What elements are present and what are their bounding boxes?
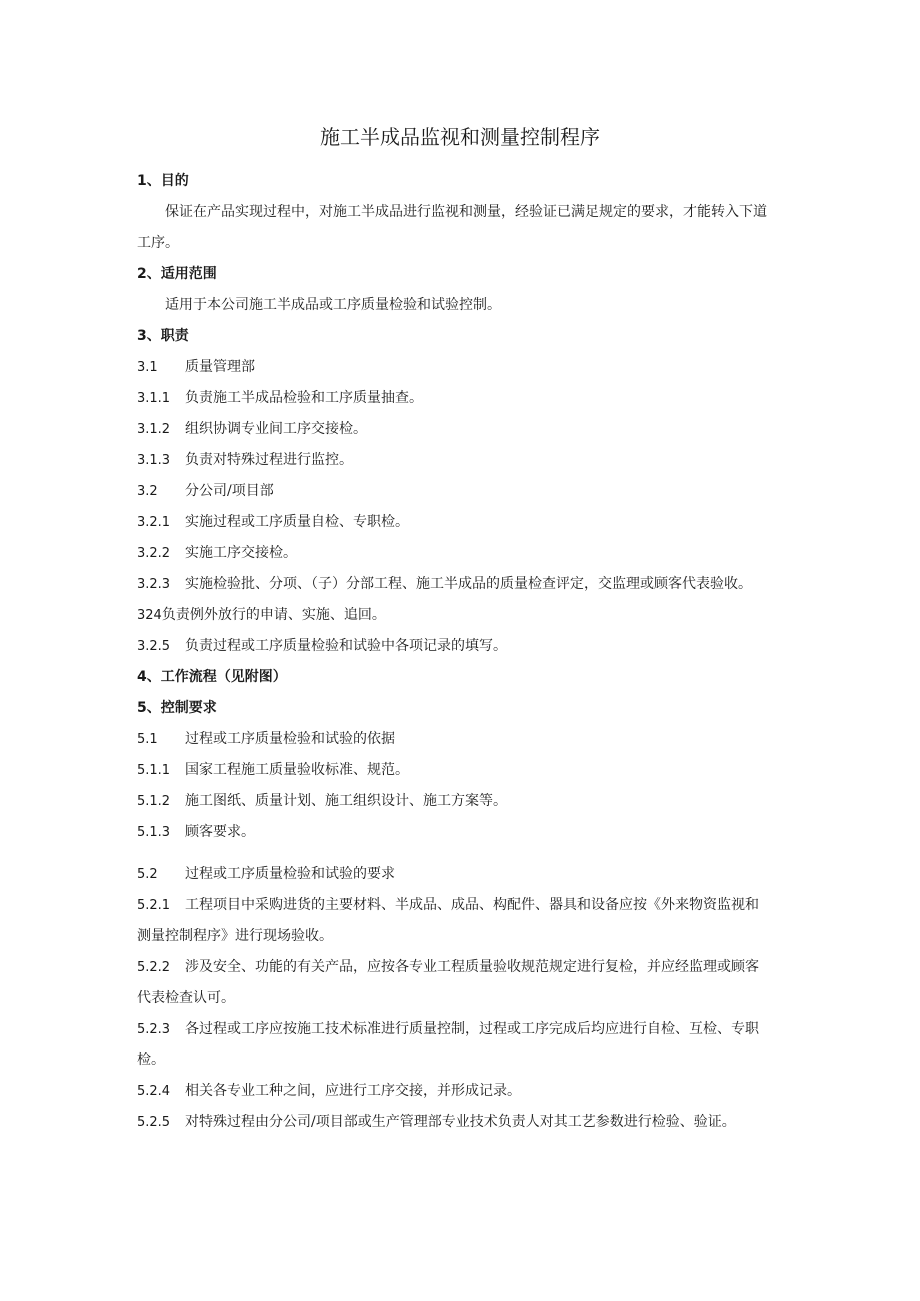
list-item [137, 418, 837, 441]
list-item [137, 894, 837, 917]
item-number: 5.1.2 [137, 794, 171, 809]
item-number: 5.1.1 [137, 763, 171, 778]
item-text: 分公司/项目部 [185, 483, 274, 499]
section-3-heading: 3、职责 [137, 328, 189, 344]
item-text-line-2: 代表检查认可。 [137, 990, 235, 1006]
item-text: 过程或工序质量检验和试验的依据 [185, 731, 395, 747]
item-text: 顾客要求。 [185, 824, 255, 840]
item-number: 324 [137, 608, 162, 623]
item-number: 3.1 [137, 360, 158, 375]
item-number: 5.2.5 [137, 1115, 171, 1130]
item-text: 组织协调专业间工序交接检。 [185, 421, 367, 437]
item-text: 负责对特殊过程进行监控。 [185, 452, 353, 468]
item-text-line-1: 涉及安全、功能的有关产品，应按各专业工程质量验收规范规定进行复检，并应经监理或顾客 [185, 959, 759, 975]
item-number: 5.2.3 [137, 1022, 171, 1037]
list-item [137, 728, 837, 751]
item-text-line-2: 检。 [137, 1052, 165, 1068]
section-2-paragraph: 适用于本公司施工半成品或工序质量检验和试验控制。 [165, 297, 501, 313]
list-item [137, 863, 837, 886]
item-number: 5.2.1 [137, 898, 171, 913]
item-text: 负责过程或工序质量检验和试验中各项记录的填写。 [185, 638, 507, 654]
item-number: 3.2.1 [137, 515, 171, 530]
item-number: 3.1.3 [137, 453, 171, 468]
section-5-heading: 5、控制要求 [137, 700, 217, 716]
list-item [137, 635, 837, 658]
item-number: 5.2.2 [137, 960, 171, 975]
item-number: 3.1.2 [137, 422, 171, 437]
item-text-line-2: 测量控制程序》进行现场验收。 [137, 928, 333, 944]
item-text-line-1: 各过程或工序应按施工技术标准进行质量控制，过程或工序完成后均应进行自检、互检、专职 [185, 1021, 759, 1037]
list-item [137, 1080, 837, 1103]
section-4-heading: 4、工作流程（见附图） [137, 669, 287, 685]
list-item [137, 542, 837, 565]
item-number: 5.2 [137, 867, 158, 882]
list-item [137, 604, 837, 627]
list-item [137, 480, 837, 503]
item-number: 3.2.3 [137, 577, 171, 592]
list-item [137, 790, 837, 813]
list-item [137, 1111, 837, 1134]
list-item [137, 759, 837, 782]
item-number: 5.2.4 [137, 1084, 171, 1099]
section-1-heading: 1、目的 [137, 173, 189, 189]
item-text: 实施检验批、分项、（子）分部工程、施工半成品的质量检查评定，交监理或顾客代表验收。 [185, 576, 752, 592]
section-2-heading: 2、适用范围 [137, 266, 217, 282]
item-text: 负责例外放行的申请、实施、追回。 [161, 607, 386, 623]
item-text: 实施工序交接检。 [185, 545, 297, 561]
list-item [137, 573, 837, 596]
item-text-line-1: 工程项目中采购进货的主要材料、半成品、成品、构配件、器具和设备应按《外来物资监视和 [185, 897, 759, 913]
item-text: 施工图纸、质量计划、施工组织设计、施工方案等。 [185, 793, 507, 809]
list-item [137, 956, 837, 979]
list-item [137, 387, 837, 410]
item-number: 3.1.1 [137, 391, 171, 406]
item-number: 5.1 [137, 732, 158, 747]
document-title: 施工半成品监视和测量控制程序 [320, 125, 600, 149]
list-item [137, 356, 837, 379]
item-text: 质量管理部 [185, 359, 255, 375]
item-text: 相关各专业工种之间，应进行工序交接，并形成记录。 [185, 1083, 521, 1099]
item-text: 对特殊过程由分公司/项目部或生产管理部专业技术负责人对其工艺参数进行检验、验证。 [185, 1114, 736, 1130]
list-item [137, 1018, 837, 1041]
item-text: 过程或工序质量检验和试验的要求 [185, 866, 395, 882]
list-item [137, 821, 837, 844]
item-number: 3.2.2 [137, 546, 171, 561]
item-number: 3.2 [137, 484, 158, 499]
list-item [137, 511, 837, 534]
section-1-paragraph-line-2: 工序。 [137, 235, 179, 251]
item-text: 负责施工半成品检验和工序质量抽查。 [185, 390, 423, 406]
item-text: 实施过程或工序质量自检、专职检。 [185, 514, 409, 530]
item-text: 国家工程施工质量验收标准、规范。 [185, 762, 409, 778]
section-1-paragraph-line-1: 保证在产品实现过程中，对施工半成品进行监视和测量，经验证已满足规定的要求，才能转入下道 [165, 204, 767, 220]
list-item [137, 449, 837, 472]
item-number: 3.2.5 [137, 639, 171, 654]
item-number: 5.1.3 [137, 825, 171, 840]
